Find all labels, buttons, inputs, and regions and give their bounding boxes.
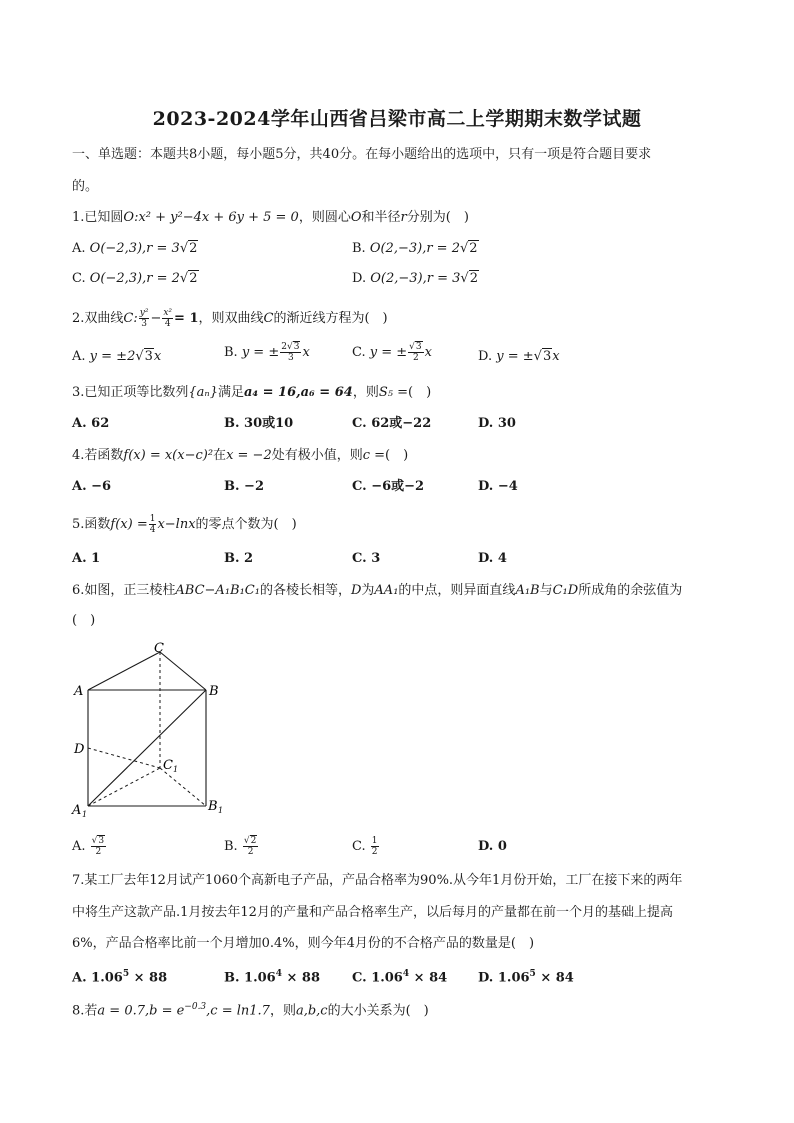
q3-b-text: 30或10 [244,416,294,431]
label-C: C [154,641,164,656]
q4-b-text: −2 [244,479,264,494]
q3-option-a[interactable] [72,415,109,433]
q7-d-exp: 5 [529,969,536,979]
q7-c-tail: × 84 [409,970,448,986]
q2-b-post: x [302,345,310,360]
question-3 [72,384,431,402]
q1-c-value: O(−2,3),r = 2 [89,271,180,286]
q5-stem-c: x−lnx [157,517,196,532]
question-6 [72,582,682,600]
q3-option-b[interactable] [224,415,293,433]
q5-stem: 5.函数 [72,517,111,532]
q6-d-letter: D. [478,839,494,854]
q6-c-den: 2 [371,847,378,857]
question-2 [72,308,388,329]
q2-f2-num: x² [163,308,173,318]
q6-option-a[interactable] [72,836,107,857]
q2-f2-den: 4 [164,319,171,329]
q5-stem-d: 的零点个数为( ) [195,517,297,532]
segment-DC1-hidden [88,748,160,768]
label-C1-sub: 1 [173,765,179,774]
q7-a-base: 1.06 [91,970,123,986]
q3-a-letter: A. [72,416,87,431]
q6-a-letter: A. [72,839,86,854]
q3-stem-e: ，则 [352,385,379,400]
q2-fraction-1 [139,308,150,329]
q2-c-num-rad: 3 [415,342,422,352]
q1-d-value: O(2,−3),r = 3 [370,271,461,286]
q1-b-radicand: 2 [469,241,478,256]
q2-d-post: x [552,349,560,364]
q2-a-letter: A. [72,349,86,364]
segment-A1B [88,690,206,806]
q5-function: f(x) = [110,517,148,532]
q6-stem-j: C₁D [552,583,579,598]
q7-a-exp: 5 [122,969,130,979]
q6-option-d[interactable] [478,838,507,856]
q1-stem-e: 和半径 [361,210,401,225]
q7-c-base: 1.06 [371,970,403,986]
q6-stem: 6.如图，正三棱柱 [72,583,176,598]
q8-stem-d: ，则 [269,1003,296,1019]
q5-option-c[interactable] [352,550,380,568]
q1-stem-f: r [400,210,407,225]
q4-c-letter: C. [352,479,367,494]
q3-condition: a₄ = 16,a₆ = 64 [243,385,353,400]
q8-stem: 8.若 [72,1003,98,1019]
q7-d-tail: × 84 [535,970,574,986]
q4-a-text: −6 [91,479,112,494]
q1-b-value: O(2,−3),r = 2 [369,241,460,256]
q6-stem-f: AA₁ [374,583,399,598]
q5-c-text: 3 [371,551,381,566]
q4-d-text: −4 [497,479,518,494]
q2-stem-d: C [263,311,274,326]
q3-option-d[interactable] [478,415,516,433]
q2-b-num-coef: 2 [281,342,287,352]
q6-stem-e: 为 [361,583,375,598]
label-C1: C [163,758,173,773]
q2-f1-num: y² [139,308,149,318]
q1-stem-d: O [350,210,362,225]
q6-d-text: 0 [497,839,507,854]
question-5 [72,514,297,535]
q1-option-b[interactable]: B. O(2,−3),r = 2√2 [352,241,478,256]
q6-b-fraction: $\frac{√2}{2}$ [243,836,257,857]
q6-c-fraction [371,836,379,857]
q2-f1-den: 3 [141,319,147,329]
q4-c-text: −6或−2 [371,479,425,494]
q5-option-b[interactable] [224,550,253,568]
q4-point: x = −2 [226,448,272,463]
q2-c-letter: C. [352,345,366,360]
prism-figure [66,638,236,818]
q4-stem-g: ( ) [385,448,409,463]
q7-c-exp: 4 [402,969,410,979]
q5-b-letter: B. [224,551,240,566]
q8-values: a = 0.7,b = e [97,1003,185,1019]
q5-fraction [149,514,157,535]
q6-b-den: 2 [247,847,254,857]
q1-stem-g: 分别为( ) [406,210,469,225]
label-A: A [74,684,84,699]
section-header-cont: 的。 [72,179,99,194]
q3-a-text: 62 [91,416,110,431]
q4-option-b[interactable] [224,478,264,496]
q1-a-letter: A. [72,241,86,256]
q7-b-base: 1.06 [244,970,276,986]
q6-stem-d: D [350,583,362,598]
q6-stem-k: 所成角的余弦值为 [578,583,683,598]
q1-b-letter: B. [352,241,366,256]
question-7-cont1: 中将生产这款产品.1月按去年12月的产量和产品合格率生产，以后每月的产量都在前一个月的基础上提高 [72,905,673,920]
q2-c-den: 2 [413,353,419,363]
q7-option-a[interactable] [72,965,167,987]
q2-fraction-2 [162,308,173,329]
q2-option-d[interactable]: D. y = ±√3x [478,349,560,364]
q8-vars: a,b,c [295,1003,328,1019]
q5-c-letter: C. [352,551,367,566]
q7-a-tail: × 88 [129,970,168,986]
q2-b-num-rad: 3 [293,342,300,352]
question-6-cont: ( ) [72,613,96,628]
q1-d-radicand: 2 [469,271,478,286]
q3-stem-c: 满足 [217,385,244,400]
q2-b-fraction: $\frac{2√3}{3}$ [281,342,300,363]
q6-option-c[interactable] [352,836,380,857]
q2-b-pre: y = ± [241,345,280,360]
q1-option-c[interactable]: C. O(−2,3),r = 2√2 [72,271,198,286]
q4-stem-c: 在 [213,448,227,463]
q3-sequence: {aₙ} [188,385,218,400]
q3-stem: 3.已知正项等比数列 [72,385,189,400]
q1-d-letter: D. [352,271,367,286]
q6-stem-h: A₁B [515,583,540,598]
question-1 [72,209,469,227]
q2-b-den: 3 [287,353,294,363]
q3-b-letter: B. [224,416,240,431]
q3-stem-g: ( ) [408,385,432,400]
q2-d-pre: y = ± [496,349,534,364]
q3-option-c[interactable] [352,415,431,433]
q2-c-fraction: $\frac{√3}{2}$ [409,342,422,363]
q7-d-base: 1.06 [497,970,530,986]
q5-b-text: 2 [244,551,254,566]
q7-b-letter: B. [224,970,240,986]
q1-circle-equation: O:x² + y²−4x + 6y + 5 = 0 [123,210,299,225]
q2-d-letter: D. [478,349,493,364]
q6-b-num-rad: 2 [250,836,257,846]
q1-option-d[interactable]: D. O(2,−3),r = 3√2 [352,271,478,286]
label-B1-sub: 1 [218,806,224,815]
q6-stem-g: 的中点，则异面直线 [398,583,516,598]
q7-b-exp: 4 [275,969,282,979]
q1-option-a[interactable]: A. O(−2,3),r = 3√2 [72,241,198,256]
edge-C1B1-hidden [160,768,206,806]
q8-exponent: −0.3 [184,1002,207,1012]
q2-a-rad: 3 [144,349,153,364]
q2-c-pre: y = ± [369,345,408,360]
q4-stem-e: 处有极小值，则 [271,448,363,463]
q1-stem-c: ，则圆心 [298,210,351,225]
q6-c-num: 1 [371,836,378,846]
q3-target: S₅ = [378,385,408,400]
q6-a-num-rad: 3 [98,836,105,846]
q1-c-letter: C. [72,271,86,286]
question-7-cont2: 6%，产品合格率比前一个月增加0.4%，则今年4月份的不合格产品的数量是( ) [72,936,535,951]
question-8 [72,998,429,1020]
q8-c-value: ,c = ln1.7 [206,1003,270,1019]
q2-option-c[interactable] [352,342,432,363]
q3-c-letter: C. [352,416,367,431]
q5-d-letter: D. [478,551,494,566]
q6-prism: ABC−A₁B₁C₁ [175,583,260,598]
q7-d-letter: D. [478,970,494,986]
q2-d-rad: 3 [542,349,552,364]
page-title: 2023-2024学年山西省吕梁市高二上学期期末数学试题 [152,108,642,130]
q2-stem: 2.双曲线 [72,311,124,326]
q2-stem-e: 的渐近线方程为( ) [273,311,388,326]
q2-curve-name: C: [123,311,138,326]
label-A1-sub: 1 [82,810,88,818]
label-B1: B [208,799,218,814]
q5-option-d[interactable] [478,550,507,568]
q8-stem-f: 的大小关系为( ) [327,1003,429,1019]
edge-CB [160,652,206,690]
q7-option-b[interactable] [224,965,320,987]
q2-stem-c: ，则双曲线 [198,311,264,326]
q6-stem-i: 与 [539,583,553,598]
q1-a-value: O(−2,3),r = 3 [89,241,180,256]
q3-d-letter: D. [478,416,494,431]
q2-c-post: x [424,345,432,360]
q7-b-tail: × 88 [281,970,321,986]
q6-a-den: 2 [95,847,102,857]
q4-stem: 4.若函数 [72,448,124,463]
q7-option-c[interactable] [352,965,447,987]
q5-d-text: 4 [497,551,507,566]
q3-d-text: 30 [497,416,516,431]
q6-option-b[interactable] [224,836,259,857]
q5-a-letter: A. [72,551,87,566]
q6-a-fraction: $\frac{√3}{2}$ [91,836,105,857]
q7-a-letter: A. [72,970,87,986]
q1-c-radicand: 2 [189,271,198,286]
q2-a-pre: y = ±2 [89,349,136,364]
q5-frac-den: 4 [149,525,156,535]
section-header: 一、单选题：本题共8小题，每小题5分，共40分。在每小题给出的选项中，只有一项是符合题目要求 [72,147,652,162]
q5-a-text: 1 [91,551,101,566]
q4-option-d[interactable] [478,478,518,496]
q2-option-a[interactable]: A. y = ±2√3x [72,349,162,364]
q2-eq: = 1 [174,311,199,326]
q6-b-letter: B. [224,839,238,854]
q4-d-letter: D. [478,479,494,494]
q4-option-c[interactable] [352,478,424,496]
q5-frac-num: 1 [149,514,156,524]
q4-option-a[interactable] [72,478,111,496]
q7-c-letter: C. [352,970,367,986]
q4-function: f(x) = x(x−c)² [123,448,214,463]
q2-option-b[interactable] [224,342,310,363]
q1-stem: 1.已知圆 [72,210,124,225]
q5-option-a[interactable] [72,550,100,568]
label-B: B [209,684,219,699]
q6-c-letter: C. [352,839,366,854]
q3-c-text: 62或−22 [371,416,432,431]
edge-A1C1-hidden [88,768,160,806]
q2-minus: − [150,311,162,326]
q4-a-letter: A. [72,479,87,494]
q4-target: c = [362,448,386,463]
question-7: 7.某工厂去年12月试产1060个高新电子产品，产品合格率为90%.从今年1月份开始，工厂在接下来的两年 [72,873,683,888]
label-D: D [74,742,85,757]
q4-b-letter: B. [224,479,240,494]
q1-a-radicand: 2 [189,241,198,256]
q7-option-d[interactable] [478,965,574,987]
question-4 [72,447,408,465]
q2-a-post: x [153,349,162,364]
label-A1: A [72,803,82,818]
q2-b-letter: B. [224,345,238,360]
q6-stem-c: 的各棱长相等， [259,583,351,598]
edge-AC [88,652,160,690]
